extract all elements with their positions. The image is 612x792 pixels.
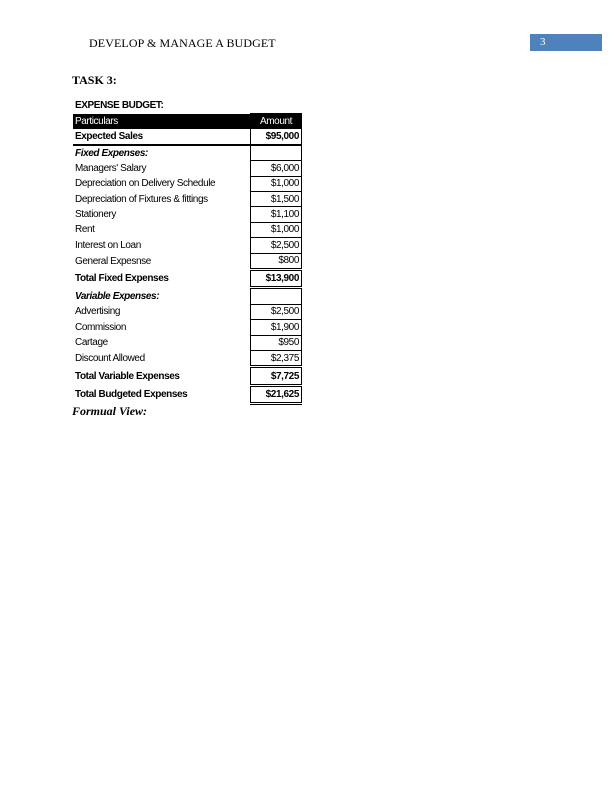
row-amount: [251, 145, 302, 161]
fixed-heading-row: [73, 145, 302, 161]
row-amount: $7,725: [251, 367, 302, 386]
table-row: [73, 161, 302, 176]
table-row: [73, 335, 302, 350]
row-label: Commission: [75, 321, 127, 333]
row-amount: [251, 288, 302, 304]
task-heading: TASK 3:: [72, 73, 117, 87]
table-row: [73, 238, 302, 253]
row-label: Managers' Salary: [75, 162, 147, 174]
row-amount: $1,100: [251, 207, 302, 222]
row-label: Depreciation of Fixtures & fittings: [75, 193, 208, 205]
row-label: Total Variable Expenses: [75, 370, 180, 382]
row-label: Interest on Loan: [75, 239, 141, 251]
total-variable-row: [73, 367, 302, 386]
row-amount: $6,000: [251, 161, 302, 176]
column-header-amount: Amount: [251, 114, 302, 129]
row-label: Discount Allowed: [75, 353, 145, 365]
row-amount: $1,000: [251, 176, 302, 191]
table-row: [73, 222, 302, 237]
section-heading: Variable Expenses:: [75, 290, 160, 302]
row-amount: $2,375: [251, 350, 302, 366]
table-row: [73, 304, 302, 319]
table-caption: EXPENSE BUDGET:: [75, 100, 164, 111]
table-row: [73, 253, 302, 269]
table-row: [73, 207, 302, 222]
table-row: [73, 350, 302, 366]
row-label: Depreciation on Delivery Schedule: [75, 178, 216, 190]
row-amount: $1,500: [251, 191, 302, 206]
expense-budget-table: [73, 99, 302, 405]
expected-sales-row: [73, 129, 302, 145]
row-label: Stationery: [75, 209, 117, 221]
row-amount: $13,900: [251, 269, 302, 288]
row-label: Rent: [75, 224, 95, 236]
total-budgeted-row: [73, 385, 302, 404]
table-row: [73, 320, 302, 335]
table-row: [73, 191, 302, 206]
table-header-row: [73, 114, 302, 129]
row-amount: $21,625: [251, 385, 302, 404]
row-label: Total Budgeted Expenses: [75, 389, 188, 401]
variable-heading-row: [73, 288, 302, 304]
formual-view-heading: Formual View:: [72, 404, 148, 418]
row-amount: $800: [251, 253, 302, 269]
row-amount: $2,500: [251, 304, 302, 319]
page-number: 3: [530, 34, 602, 51]
row-label: Cartage: [75, 337, 108, 349]
section-heading: Fixed Expenses:: [75, 147, 148, 159]
row-label: Total Fixed Expenses: [75, 273, 169, 285]
running-header: DEVELOP & MANAGE A BUDGET: [89, 36, 276, 50]
row-amount: $1,900: [251, 320, 302, 335]
column-header-particulars: Particulars: [73, 114, 251, 129]
row-label: Advertising: [75, 306, 121, 318]
row-label: Expected Sales: [73, 129, 251, 145]
row-amount: $950: [251, 335, 302, 350]
row-label: General Expesnse: [75, 255, 151, 267]
row-amount: $1,000: [251, 222, 302, 237]
total-fixed-row: [73, 269, 302, 288]
row-amount: $95,000: [251, 129, 302, 145]
table-row: [73, 176, 302, 191]
row-amount: $2,500: [251, 238, 302, 253]
